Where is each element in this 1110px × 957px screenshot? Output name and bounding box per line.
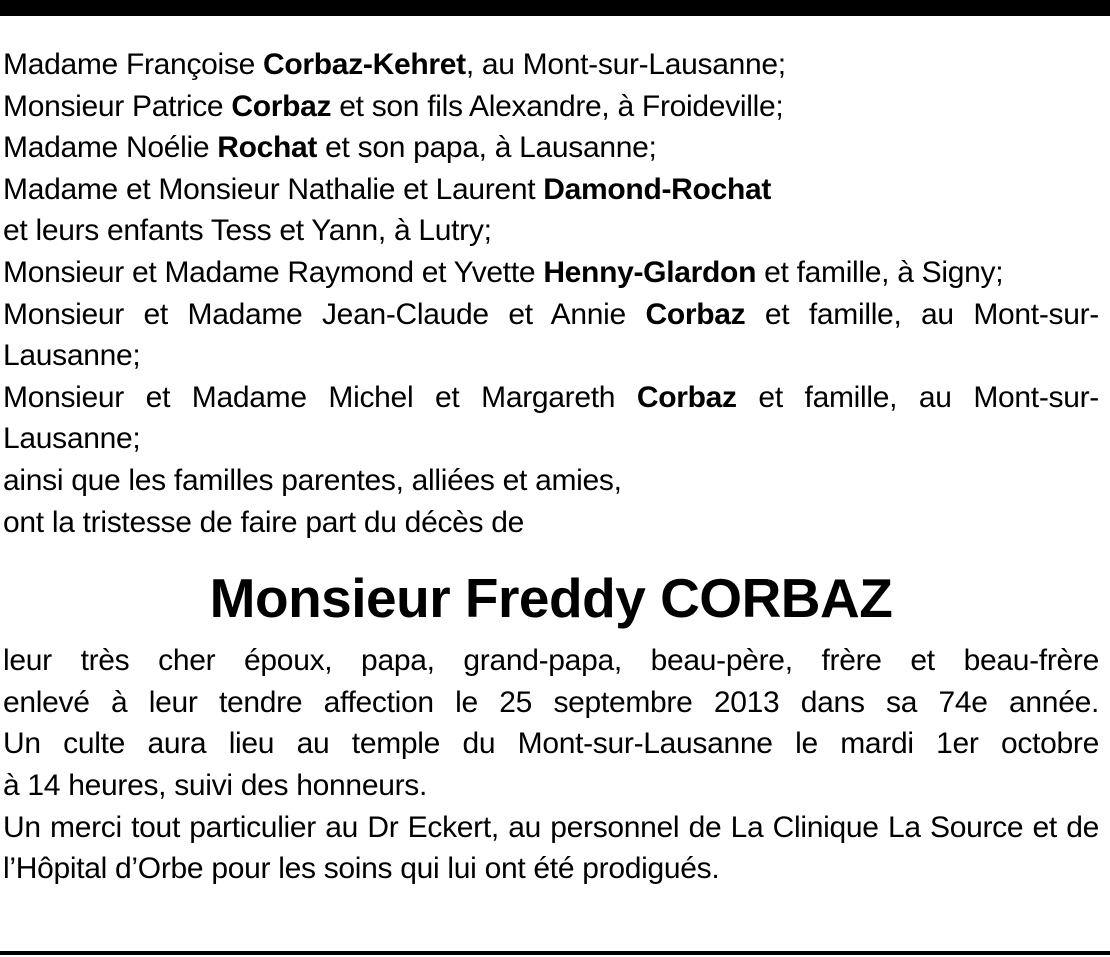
family-line: ont la tristesse de faire part du décès de bbox=[3, 505, 525, 539]
family-line: Madame Françoise Corbaz-Kehret, au Mont-sur-Lausanne; bbox=[3, 48, 786, 81]
notice-content bbox=[3, 44, 1099, 890]
family-line: Monsieur et Madame Michel et Margareth Corbaz et famille, au Mont-sur-Lausanne; bbox=[3, 380, 1099, 456]
deceased-name: Monsieur Freddy CORBAZ bbox=[209, 567, 893, 630]
family-line: Monsieur Patrice Corbaz et son fils Alexandre, à Froideville; bbox=[3, 89, 784, 123]
family-line: Monsieur et Madame Jean-Claude et Annie Corbaz et famille, au Mont-sur-Lausanne; bbox=[3, 297, 1099, 373]
body-line: Un culte aura lieu au temple du Mont-sur-Lausanne le mardi 1er octobre bbox=[3, 727, 1099, 761]
top-rule bbox=[0, 0, 1110, 16]
family-line: Madame et Monsieur Nathalie et Laurent Damond-Rochat bbox=[3, 172, 772, 206]
body-line: leur très cher époux, papa, grand-papa, beau-père, frère et beau-frère bbox=[3, 644, 1099, 678]
bottom-rule bbox=[0, 951, 1110, 955]
family-line: Madame Noélie Rochat et son papa, à Lausanne; bbox=[3, 131, 657, 165]
family-name: Corbaz bbox=[231, 89, 332, 123]
family-name: Corbaz bbox=[645, 297, 746, 331]
body-line: Un merci tout particulier au Dr Eckert, au personnel de La Clinique La Source et de l’Hôpital d’Orbe pour les soins qui lui ont été prodigués. bbox=[3, 810, 1099, 886]
family-name: Damond-Rochat bbox=[543, 172, 772, 206]
family-line: et leurs enfants Tess et Yann, à Lutry; bbox=[3, 214, 492, 248]
family-name: Henny-Glardon bbox=[543, 255, 757, 289]
family-name: Rochat bbox=[217, 131, 318, 165]
family-line: ainsi que les familles parentes, alliées et amies, bbox=[3, 463, 622, 497]
family-name: Corbaz bbox=[636, 380, 737, 414]
family-name: Corbaz-Kehret bbox=[263, 48, 466, 81]
family-line: Monsieur et Madame Raymond et Yvette Henny-Glardon et famille, à Signy; bbox=[3, 255, 1004, 289]
body-line: à 14 heures, suivi des honneurs. bbox=[3, 768, 428, 802]
body-line: enlevé à leur tendre affection le 25 septembre 2013 dans sa 74e année. bbox=[3, 685, 1099, 719]
